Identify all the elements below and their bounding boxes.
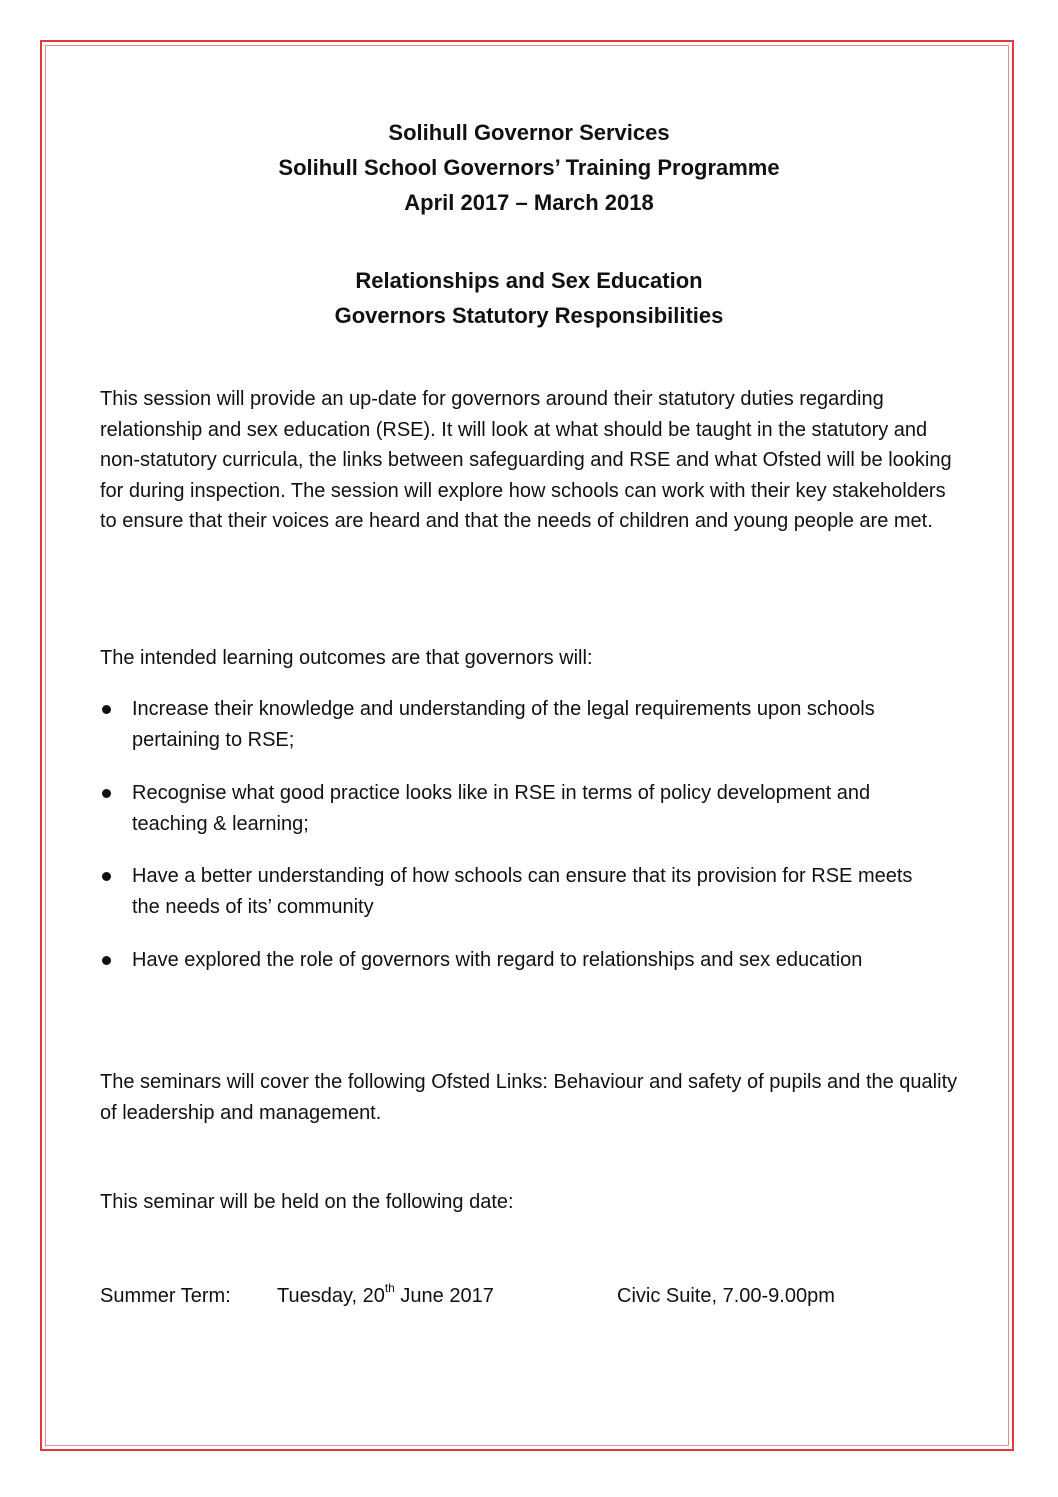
intro-paragraph: This session will provide an up-date for governors around their statutory duties regarding relationship and sex education (RSE). It will look at what should be taught in the statutory and non-statutory curricula, the links between safeguarding and RSE and what Ofsted will be looking for during inspection. The session will explore how schools can work with their key stakeholders to ensure that their voices are heard and that the needs of children and young people are met. bbox=[100, 388, 952, 532]
bullet-icon bbox=[102, 872, 111, 881]
schedule-month-year: June 2017 bbox=[394, 1285, 494, 1307]
bullet-icon bbox=[102, 789, 111, 798]
schedule-venue: Civic Suite, 7.00-9.00pm bbox=[617, 1285, 835, 1307]
outcome-text: Have a better understanding of how schools can ensure that its provision for RSE meets the needs of its’ community bbox=[132, 865, 913, 918]
schedule-date bbox=[277, 1281, 494, 1311]
date-intro: This seminar will be held on the following date: bbox=[100, 1191, 514, 1213]
bullet-icon bbox=[102, 705, 111, 714]
schedule-day-suffix: th bbox=[384, 1281, 395, 1296]
programme-title: Solihull School Governors’ Training Programme bbox=[278, 155, 780, 180]
ofsted-links-paragraph: The seminars will cover the following Ofsted Links: Behaviour and safety of pupils and the quality of leadership and management. bbox=[100, 1071, 958, 1124]
outcomes-intro: The intended learning outcomes are that governors will: bbox=[100, 647, 593, 669]
outcome-text: Increase their knowledge and understanding of the legal requirements upon schools pertaining to RSE; bbox=[132, 698, 875, 751]
session-subtitle: Governors Statutory Responsibilities bbox=[334, 303, 724, 328]
schedule-day: Tuesday, 20 bbox=[277, 1285, 385, 1307]
org-title: Solihull Governor Services bbox=[388, 120, 670, 145]
session-title: Relationships and Sex Education bbox=[355, 268, 703, 293]
schedule-term: Summer Term: bbox=[100, 1285, 231, 1307]
programme-dates: April 2017 – March 2018 bbox=[404, 190, 654, 215]
outcome-text: Recognise what good practice looks like in RSE in terms of policy development and teaching & learning; bbox=[132, 782, 871, 835]
outcome-text: Have explored the role of governors with regard to relationships and sex education bbox=[132, 949, 863, 971]
bullet-icon bbox=[102, 956, 111, 965]
